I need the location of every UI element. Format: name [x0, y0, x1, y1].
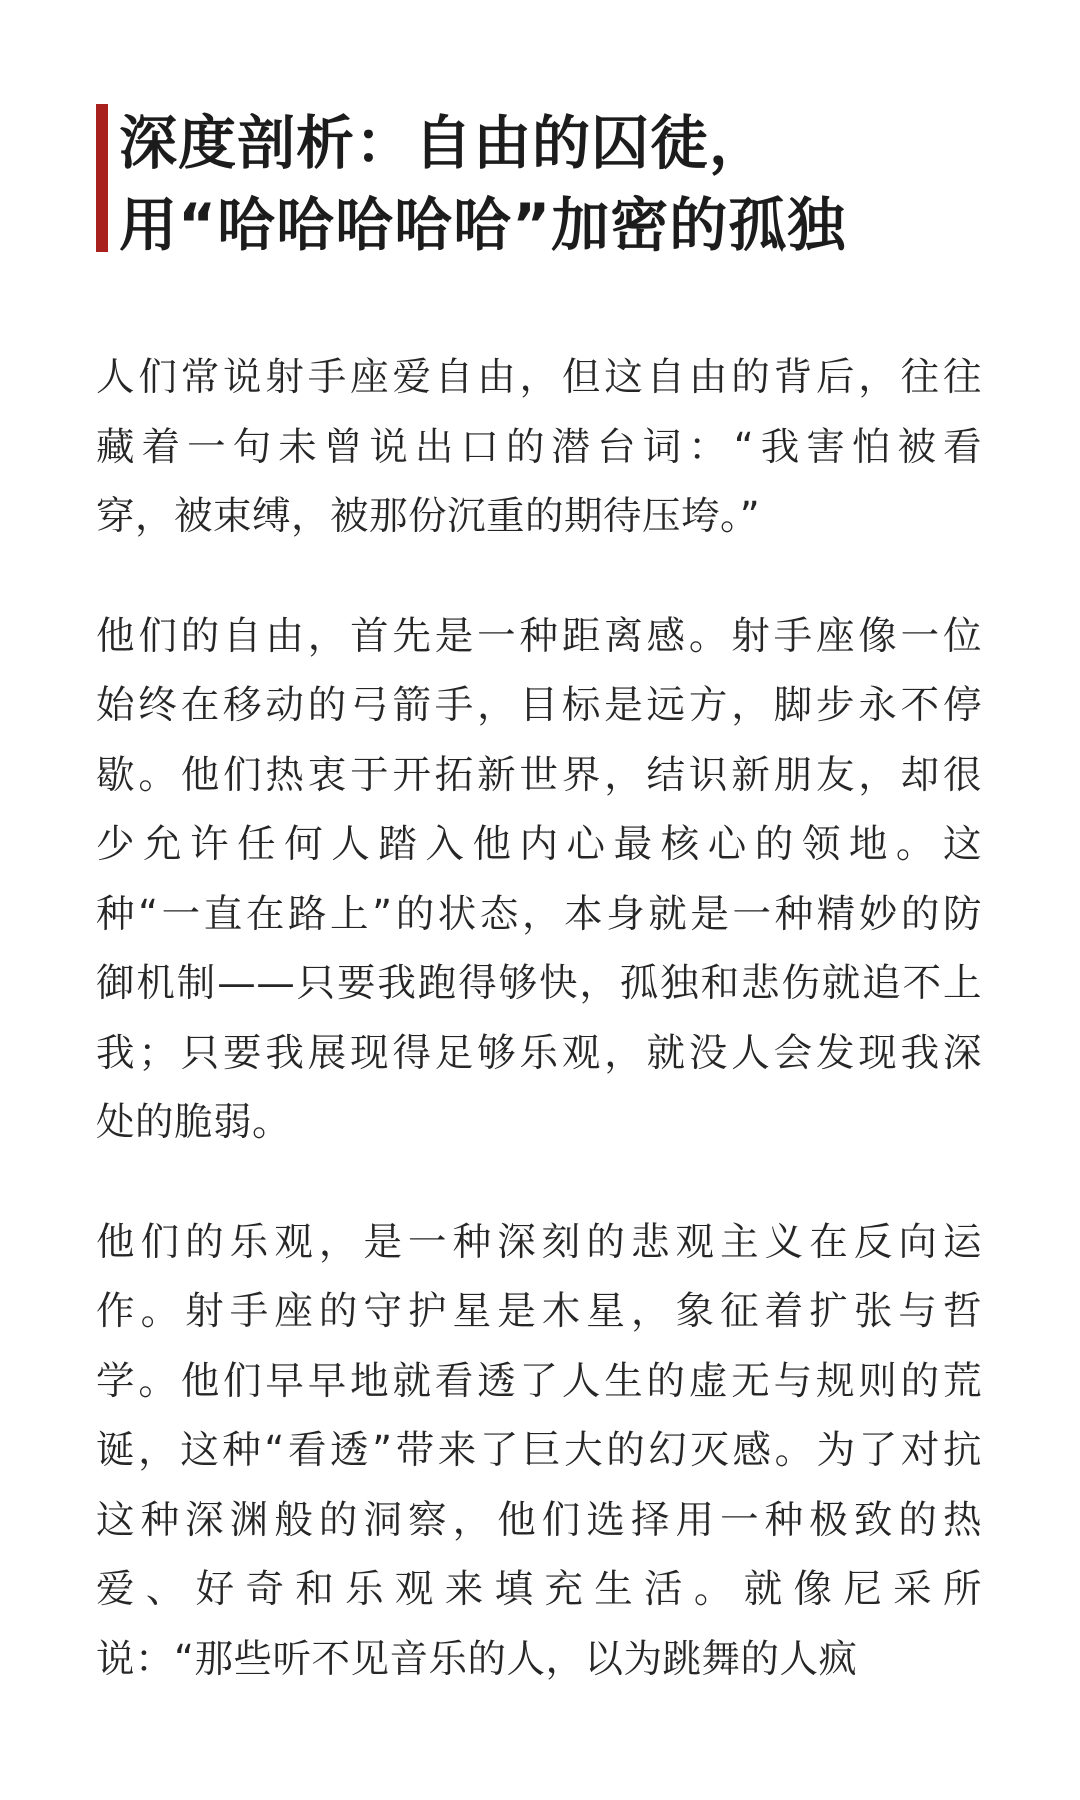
text-line: 我；只要我展现得足够乐观，就没人会发现我深	[96, 1030, 982, 1076]
text-line: 人们常说射手座爱自由，但这自由的背后，往往	[96, 355, 982, 400]
text-line: 学。他们早早地就看透了人生的虚无与规则的荒	[96, 1358, 982, 1404]
text-line: 爱、好奇和乐观来填充生活。就像尼采所	[96, 1567, 982, 1612]
paragraph-2	[96, 602, 982, 1158]
article-title	[96, 102, 1019, 266]
text-line: 处的脆弱。	[96, 1100, 292, 1145]
title-line-1: 深度剖析：自由的囚徒，	[119, 109, 769, 177]
text-line: 穿，被束缚，被那份沉重的期待压垮。”	[96, 494, 761, 539]
text-line: 藏着一句未曾说出口的潜台词：“我害怕被看	[96, 424, 982, 470]
title-line-2: 用“哈哈哈哈哈”加密的孤独	[119, 191, 847, 259]
text-line: 御机制——只要我跑得够快，孤独和悲伤就追不上	[96, 961, 982, 1006]
paragraph-3	[96, 1208, 982, 1695]
article-body	[96, 343, 982, 1744]
text-line: 这种深渊般的洞察，他们选择用一种极致的热	[96, 1497, 982, 1543]
text-line: 他们的自由，首先是一种距离感。射手座像一位	[96, 613, 982, 659]
paragraph-1	[96, 343, 982, 552]
text-line: 种“一直在路上”的状态，本身就是一种精妙的防	[96, 891, 982, 937]
text-line: 他们的乐观，是一种深刻的悲观主义在反向运	[96, 1219, 982, 1265]
title-accent-bar	[96, 104, 108, 252]
text-line: 作。射手座的守护星是木星，象征着扩张与哲	[96, 1289, 982, 1334]
text-line: 说：“那些听不见音乐的人，以为跳舞的人疯	[96, 1636, 858, 1682]
text-line: 始终在移动的弓箭手，目标是远方，脚步永不停	[96, 683, 982, 728]
text-line: 诞，这种“看透”带来了巨大的幻灭感。为了对抗	[96, 1428, 982, 1473]
text-line: 少允许任何人踏入他内心最核心的领地。这	[96, 822, 982, 867]
text-line: 歇。他们热衷于开拓新世界，结识新朋友，却很	[96, 752, 982, 798]
